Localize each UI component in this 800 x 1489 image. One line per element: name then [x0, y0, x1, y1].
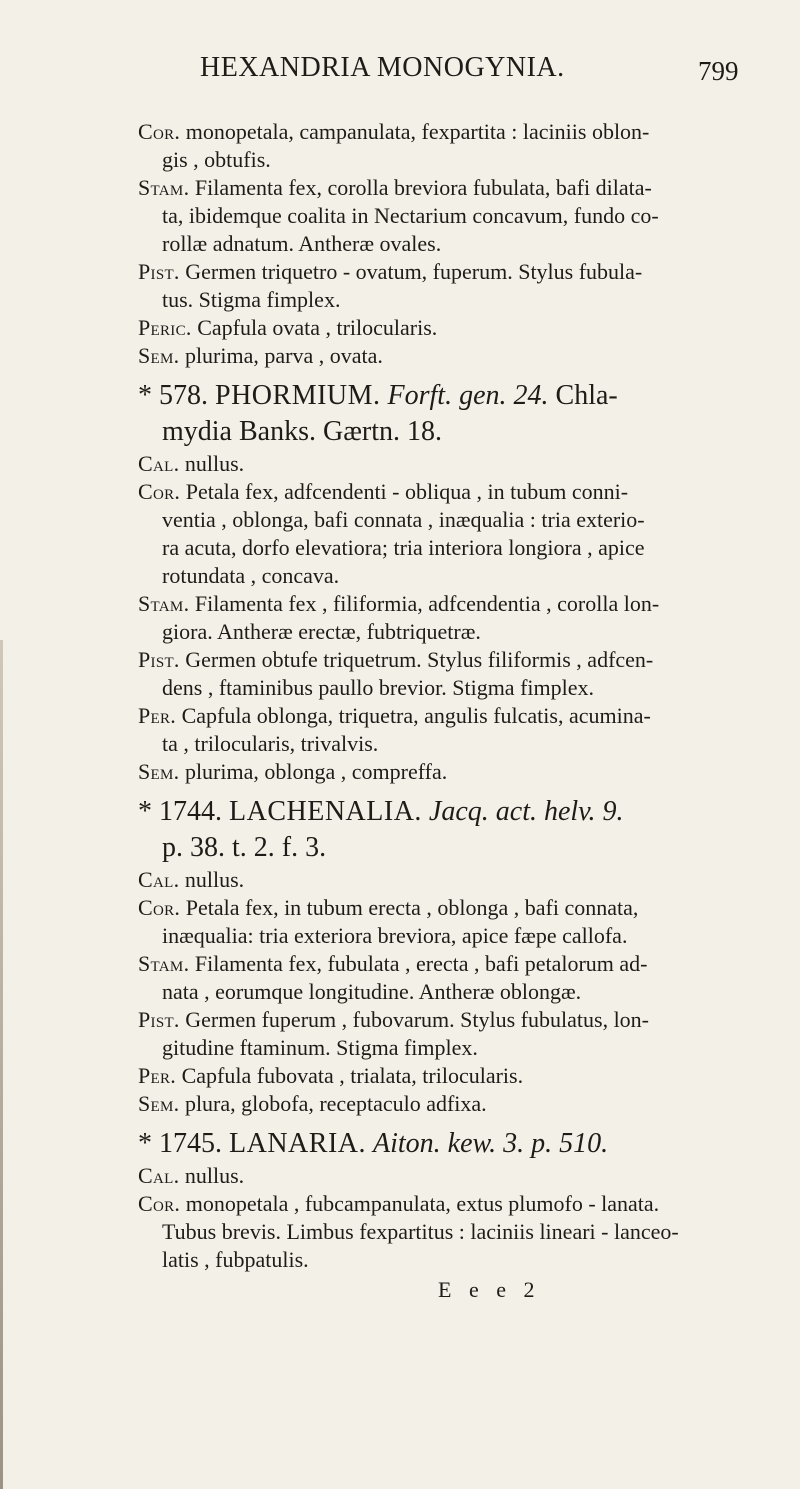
text-line: Cor. monopetala , fubcampanulata, extus plumofo - lanata.	[138, 1191, 660, 1216]
genus-heading: * 1745. LANARIA. Aiton. kew. 3. p. 510.	[138, 1128, 609, 1159]
text-line: rollæ adnatum. Antheræ ovales.	[162, 231, 442, 256]
page-number: 799	[698, 56, 739, 86]
text-line: inæqualia: tria exteriora breviora, apice fæpe callofa.	[162, 923, 628, 948]
text-line: Sem. plurima, oblonga , compreffa.	[138, 759, 448, 784]
body-text	[138, 118, 728, 1304]
text-line: Pist. Germen triquetro - ovatum, fuperum. Stylus fubula-	[138, 259, 643, 284]
text-line: tus. Stigma fimplex.	[162, 287, 341, 312]
text-line: Peric. Capfula ovata , trilocularis.	[138, 315, 438, 340]
genus-heading-cont: mydia Banks. Gærtn. 18.	[162, 416, 442, 447]
text-line: Cal. nullus.	[138, 1163, 245, 1188]
text-line: Per. Capfula fubovata , trialata, trilocularis.	[138, 1063, 524, 1088]
genus-heading-cont: p. 38. t. 2. f. 3.	[162, 832, 327, 863]
text-line: rotundata , concava.	[162, 563, 340, 588]
text-line: ventia , oblonga, bafi connata , inæqualia : tria exterio-	[162, 507, 645, 532]
entry	[138, 1126, 728, 1274]
text-line: nata , eorumque longitudine. Antheræ oblongæ.	[162, 979, 582, 1004]
text-line: Cor. Petala fex, in tubum erecta , oblonga , bafi connata,	[138, 895, 639, 920]
entry	[138, 794, 728, 1118]
text-line: Pist. Germen fuperum , fubovarum. Stylus fubulatus, lon-	[138, 1007, 650, 1032]
running-title: HEXANDRIA MONOGYNIA.	[200, 52, 565, 83]
text-line: Stam. Filamenta fex , filiformia, adfcendentia , corolla lon-	[138, 591, 660, 616]
text-line: Tubus brevis. Limbus fexpartitus : laciniis lineari - lanceo-	[162, 1219, 679, 1244]
entry	[138, 378, 728, 786]
text-line: Cal. nullus.	[138, 451, 245, 476]
text-line: Sem. plura, globofa, receptaculo adfixa.	[138, 1091, 487, 1116]
text-line: ta, ibidemque coalita in Nectarium concavum, fundo co-	[162, 203, 659, 228]
text-line: gis , obtufis.	[162, 147, 271, 172]
signature-mark: E e e 2	[438, 1277, 541, 1302]
text-line: ta , trilocularis, trivalvis.	[162, 731, 379, 756]
text-line: Pist. Germen obtufe triquetrum. Stylus filiformis , adfcen-	[138, 647, 654, 672]
text-line: gitudine ftaminum. Stigma fimplex.	[162, 1035, 478, 1060]
text-line: giora. Antheræ erectæ, fubtriquetræ.	[162, 619, 481, 644]
text-line: Cal. nullus.	[138, 867, 245, 892]
text-line: Cor. monopetala, campanulata, fexpartita : laciniis oblon-	[138, 119, 650, 144]
text-line: latis , fubpatulis.	[162, 1247, 309, 1272]
genus-heading: * 578. PHORMIUM. Forft. gen. 24. Chla-	[138, 380, 618, 411]
text-line: Sem. plurima, parva , ovata.	[138, 343, 383, 368]
text-line: Stam. Filamenta fex, fubulata , erecta , bafi petalorum ad-	[138, 951, 648, 976]
page-header	[0, 52, 800, 92]
scan-edge	[0, 640, 3, 1489]
text-line: Stam. Filamenta fex, corolla breviora fubulata, bafi dilata-	[138, 175, 652, 200]
genus-heading: * 1744. LACHENALIA. Jacq. act. helv. 9.	[138, 796, 624, 827]
text-line: ra acuta, dorfo elevatiora; tria interiora longiora , apice	[162, 535, 645, 560]
text-line: Cor. Petala fex, adfcendenti - obliqua , in tubum conni-	[138, 479, 629, 504]
text-line: Per. Capfula oblonga, triquetra, angulis fulcatis, acumina-	[138, 703, 651, 728]
entry	[138, 118, 728, 370]
text-line: dens , ftaminibus paullo brevior. Stigma fimplex.	[162, 675, 594, 700]
